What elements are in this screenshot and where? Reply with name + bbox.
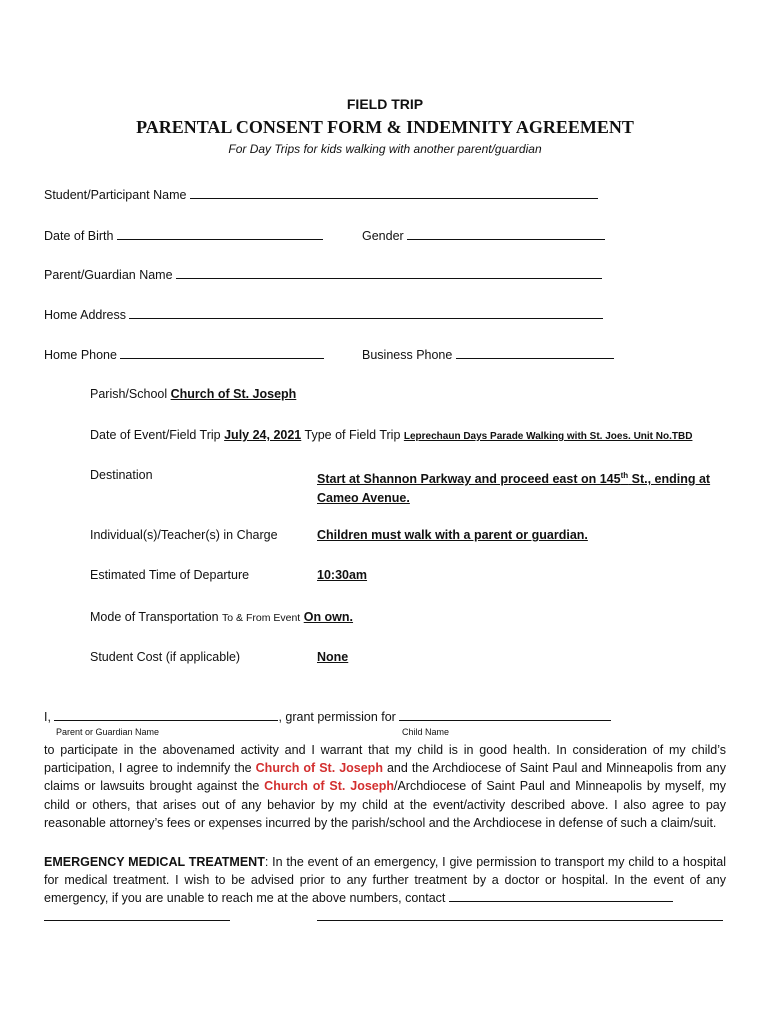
student-name-field[interactable] bbox=[190, 186, 598, 199]
home-address-row bbox=[44, 306, 603, 322]
parish-value: Church of St. Joseph bbox=[170, 387, 297, 401]
home-phone-label: Home Phone bbox=[44, 348, 117, 362]
destination-label: Destination bbox=[90, 468, 153, 482]
permission-prefix: I, bbox=[44, 710, 51, 724]
gender-row bbox=[362, 227, 605, 243]
emergency-contact-phone-field[interactable] bbox=[317, 908, 723, 921]
emergency-contact-name-field[interactable] bbox=[44, 908, 230, 921]
parent-name-field[interactable] bbox=[176, 266, 602, 279]
emergency-contact-field[interactable] bbox=[449, 889, 673, 902]
business-phone-row bbox=[362, 346, 614, 362]
dob-label: Date of Birth bbox=[44, 229, 114, 243]
student-name-label: Student/Participant Name bbox=[44, 188, 187, 202]
gender-field[interactable] bbox=[407, 227, 605, 240]
church-name-1: Church of St. Joseph bbox=[255, 761, 383, 776]
home-phone-row bbox=[44, 346, 324, 362]
event-date-row bbox=[90, 428, 692, 442]
destination-text-b: St., ending at bbox=[628, 472, 711, 487]
cost-label: Student Cost (if applicable) bbox=[90, 650, 241, 664]
emergency-heading: EMERGENCY MEDICAL TREATMENT bbox=[44, 855, 265, 869]
transport-label: Mode of Transportation bbox=[90, 610, 219, 624]
charge-value: Children must walk with a parent or guardian. bbox=[317, 528, 588, 542]
destination-text-a: Start at Shannon Parkway and proceed east on 145 bbox=[317, 472, 621, 487]
home-phone-field[interactable] bbox=[120, 346, 324, 359]
home-address-field[interactable] bbox=[129, 306, 603, 319]
transport-row bbox=[90, 610, 353, 624]
destination-sup: th bbox=[620, 471, 629, 480]
child-name-field[interactable] bbox=[399, 708, 611, 721]
parent-name-label: Parent/Guardian Name bbox=[44, 268, 173, 282]
permission-row bbox=[44, 708, 611, 724]
cost-value: None bbox=[317, 650, 349, 664]
permission-middle: , grant permission for bbox=[278, 710, 396, 724]
departure-value: 10:30am bbox=[317, 568, 368, 582]
gender-label: Gender bbox=[362, 229, 404, 243]
dob-field[interactable] bbox=[117, 227, 323, 240]
form-subtitle: For Day Trips for kids walking with another parent/guardian bbox=[228, 142, 542, 156]
parent-caption: Parent or Guardian Name bbox=[56, 727, 160, 737]
transport-value: On own. bbox=[303, 610, 354, 624]
emergency-text: : In the event of an emergency, I give permission to transport my child to a hospital for medical treatment. I wish to be advised prior to any further treatment by a doctor or hospital. In the event of any emergency, if you are unable to reach me at the above numbers, contact bbox=[44, 855, 726, 906]
event-date-label: Date of Event/Field Trip bbox=[90, 428, 221, 442]
form-title-main: PARENTAL CONSENT FORM & INDEMNITY AGREEMENT bbox=[136, 117, 634, 137]
charge-label: Individual(s)/Teacher(s) in Charge bbox=[90, 528, 278, 542]
destination-text-c: Cameo Avenue. bbox=[317, 491, 410, 506]
departure-label: Estimated Time of Departure bbox=[90, 568, 250, 582]
event-date-value: July 24, 2021 bbox=[224, 428, 302, 442]
home-address-label: Home Address bbox=[44, 308, 126, 322]
trip-type-value: Leprechaun Days Parade Walking with St. Joes. Unit No.TBD bbox=[403, 431, 693, 442]
agreement-text-3: /Archdiocese of Saint Paul and Minneapolis by myself, my child or others, that arises out of any behavior by my child at the event/activity described above. I also agree to pay reasonable attorney’s fees or expenses incurred by the parish/school and the Archdiocese in defense of such a claim/suit. bbox=[44, 779, 726, 830]
parent-name-row bbox=[44, 266, 602, 282]
parish-row bbox=[90, 387, 296, 401]
child-caption: Child Name bbox=[402, 727, 450, 737]
church-name-2: Church of St. Joseph bbox=[264, 779, 394, 794]
student-name-row bbox=[44, 186, 598, 202]
transport-small: To & From Event bbox=[222, 612, 301, 624]
emergency-paragraph bbox=[44, 853, 726, 908]
agreement-text-1: to participate in the abovenamed activity and I warrant that my child is in good health. In consideration of my child’s participation, I agree to indemnify the bbox=[44, 743, 726, 776]
dob-row bbox=[44, 227, 323, 243]
business-phone-field[interactable] bbox=[456, 346, 614, 359]
form-title-field-trip: FIELD TRIP bbox=[346, 96, 424, 112]
agreement-paragraph bbox=[44, 741, 726, 832]
trip-type-label: Type of Field Trip bbox=[304, 428, 401, 442]
agreement-text-2: and the Archdiocese of Saint Paul and Minneapolis from any claims or lawsuits brought against the bbox=[44, 761, 726, 794]
parent-guardian-signature-field[interactable] bbox=[54, 708, 278, 721]
business-phone-label: Business Phone bbox=[362, 348, 453, 362]
parish-label: Parish/School bbox=[90, 387, 168, 401]
destination-value bbox=[317, 466, 710, 508]
